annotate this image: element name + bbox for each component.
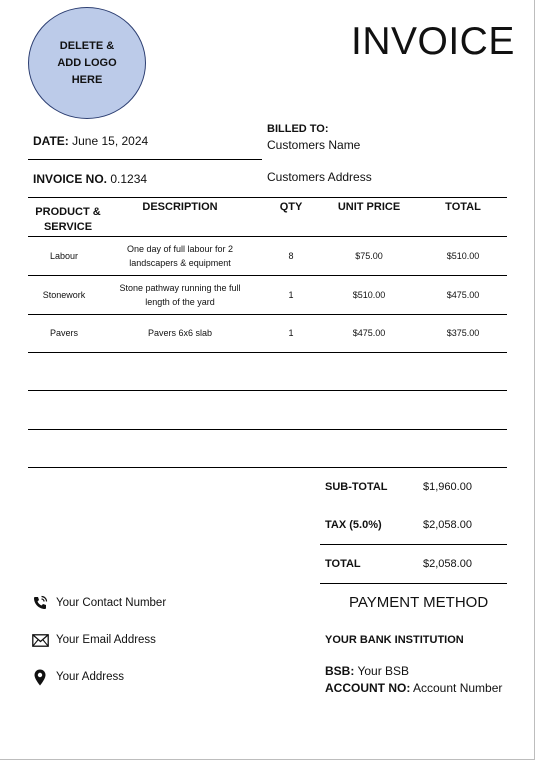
contact-email (31, 632, 156, 648)
contact-email-text: Your Email Address (56, 634, 156, 646)
bsb-value: Your BSB (357, 664, 410, 678)
contact-address-text: Your Address (56, 671, 124, 683)
invoice-title: INVOICE (351, 20, 515, 63)
row-3-qty: 1 (288, 328, 294, 338)
envelope-icon (31, 632, 49, 648)
account-value: Account Number (413, 681, 503, 695)
subtotal-value: $1,960.00 (423, 481, 472, 493)
bsb-line (325, 664, 409, 678)
customer-name: Customers Name (267, 138, 361, 152)
invoice-number (33, 172, 147, 186)
empty-row-divider (28, 390, 507, 391)
row-1-total: $510.00 (446, 251, 480, 261)
row-divider (28, 275, 507, 276)
invoice-number-label: INVOICE NO. (33, 172, 108, 186)
row-1-unit-price: $75.00 (355, 251, 383, 261)
invoice-date (33, 134, 148, 148)
row-2-product: Stonework (42, 290, 86, 300)
map-pin-icon (31, 669, 49, 685)
row-2-description: Stone pathway running the full length of the yard (119, 283, 241, 307)
tax-value: $2,058.00 (423, 519, 472, 531)
empty-row-divider (28, 429, 507, 430)
date-value: June 15, 2024 (72, 134, 149, 148)
totals-divider (320, 544, 507, 545)
row-3-total: $375.00 (446, 328, 480, 338)
header-total: TOTAL (445, 201, 481, 213)
subtotal-label: SUB-TOTAL (325, 481, 388, 493)
row-1-product: Labour (49, 251, 79, 261)
bank-institution: YOUR BANK INSTITUTION (325, 634, 464, 646)
table-bottom-rule (28, 467, 507, 468)
row-3-product: Pavers (49, 328, 78, 338)
invoice-number-value: 0.1234 (110, 172, 148, 186)
row-2-total: $475.00 (446, 290, 480, 300)
date-label: DATE: (33, 134, 69, 148)
billed-to-label: BILLED TO: (267, 123, 329, 135)
account-line (325, 681, 502, 695)
bsb-label: BSB: (325, 664, 355, 678)
table-header-rule (28, 236, 507, 237)
total-label: TOTAL (325, 558, 361, 570)
logo-placeholder[interactable] (28, 7, 146, 119)
customer-address: Customers Address (267, 170, 372, 184)
header-unit-price: UNIT PRICE (337, 201, 401, 213)
row-1-description: One day of full labour for 2 landscapers & equipment (126, 244, 234, 268)
logo-placeholder-text: DELETE & ADD LOGO HERE (57, 39, 117, 86)
payment-method-title: PAYMENT METHOD (349, 594, 489, 611)
row-divider (28, 352, 507, 353)
row-3-unit-price: $475.00 (352, 328, 386, 338)
contact-phone (31, 595, 166, 611)
header-qty: QTY (279, 201, 303, 213)
contact-address (31, 669, 124, 685)
row-1-qty: 8 (288, 251, 294, 261)
phone-icon (31, 595, 49, 611)
header-description: DESCRIPTION (142, 201, 218, 213)
row-2-unit-price: $510.00 (352, 290, 386, 300)
row-2-qty: 1 (288, 290, 294, 300)
table-top-rule (28, 197, 507, 198)
contact-phone-text: Your Contact Number (56, 597, 167, 609)
tax-label: TAX (5.0%) (325, 519, 382, 531)
account-label: ACCOUNT NO: (325, 681, 411, 695)
total-value: $2,058.00 (423, 558, 472, 570)
totals-bottom-rule (320, 583, 507, 584)
row-divider (28, 314, 507, 315)
row-3-description: Pavers 6x6 slab (147, 328, 213, 338)
header-product: PRODUCT & SERVICE (35, 206, 101, 233)
divider (28, 159, 262, 160)
